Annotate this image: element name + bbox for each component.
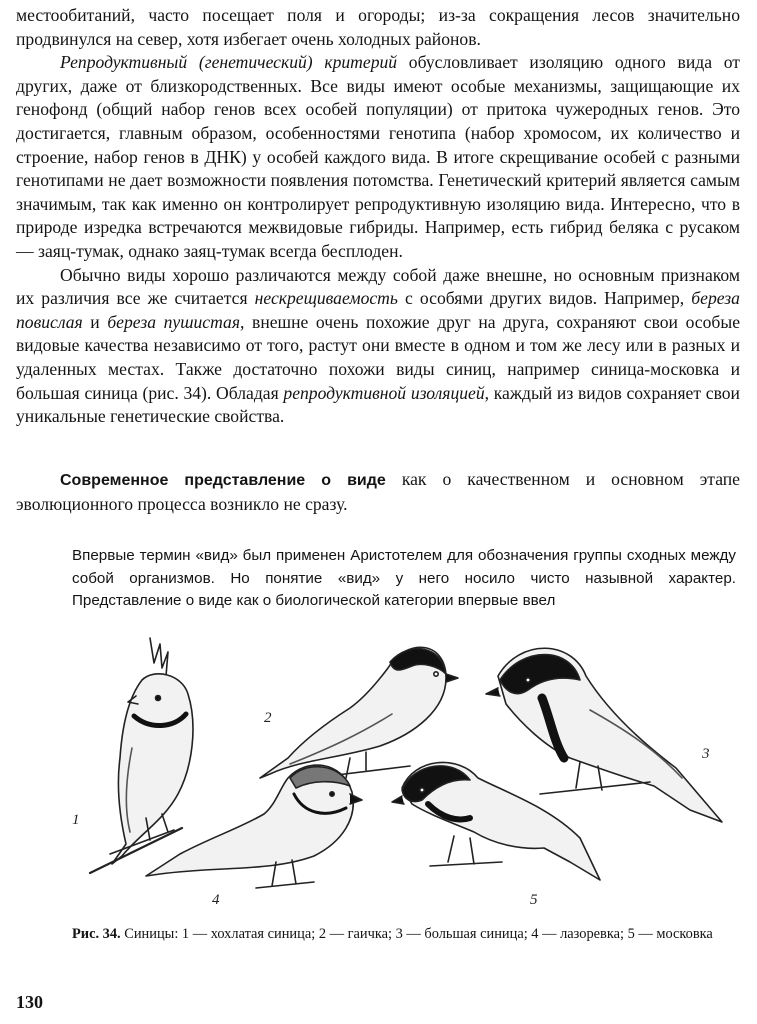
figure-label-1: 1 — [72, 812, 80, 828]
paragraph-1 — [16, 4, 740, 51]
reproductive-criterion-term: Репродуктивный (генетический) критерий — [60, 52, 398, 73]
paragraph-1-text: местообитаний, часто посещает поля и огороды; из-за сокращения лесов значительно продвинулся на север, хотя избегает очень холодных районов. — [16, 5, 740, 49]
great-tit-drawing — [486, 648, 722, 822]
paragraph-3-text-3: и — [82, 311, 108, 332]
historical-aside — [72, 545, 736, 613]
term-downy-birch: береза пушистая — [107, 311, 241, 332]
caption-label: Рис. 34. — [72, 926, 121, 942]
paragraph-4-text: как о качественном и основном этапе эволюционного процесса возникло не сразу. — [16, 469, 740, 514]
paragraph-2 — [16, 51, 740, 263]
paragraph-3-text-2: с особями других видов. Например, — [397, 288, 692, 309]
paragraph-3-text-4: , внешне очень похожие друг на друга, сохраняют свои особые видовые качества независимо от того, растут они вместе в одном и том же лесу или в разных и удаленных местах. Также достаточно похожи виды синиц, например синица-московка и большая синица (рис. 34). Обладая — [16, 311, 740, 403]
paragraph-3 — [16, 264, 740, 429]
figure-label-2: 2 — [264, 710, 272, 726]
caption-text: Синицы: 1 — хохлатая синица; 2 — гаичка; 3 — большая синица; 4 — лазоревка; 5 — московка — [120, 926, 713, 942]
figure-label-5: 5 — [530, 892, 538, 908]
term-reproductive-isolation: репродуктивной изоляцией — [283, 382, 485, 403]
paragraph-3-text-5: , каждый из видов сохраняет свои уникальные генетические свойства. — [16, 382, 740, 427]
text-block — [16, 4, 740, 429]
coal-tit-drawing — [392, 762, 600, 880]
figure-caption — [72, 925, 738, 944]
paragraph-4 — [16, 468, 740, 516]
page-number: 130 — [16, 992, 43, 1012]
term-non-crossability: нескрещиваемость — [254, 288, 398, 309]
aside-text: Впервые термин «вид» был применен Аристотелем для обозначения группы сходных между собой организмов. Но понятие «вид» у него носило чисто назывной характер. Представление о виде как о биологической категории впервые ввел — [72, 547, 736, 609]
term-silver-birch: береза повислая — [16, 288, 740, 332]
marsh-tit-drawing — [260, 647, 458, 778]
paragraph-4-body — [16, 468, 740, 516]
paragraph-2-text: обусловливает изоляцию одного вида от других, даже от близкородственных. Все виды имеют особые механизмы, защищающие их генофонд (общий набор генов всех особей популяции) от притока чужеродных генов. Это достигается, главным образом, особенностями генотипа (набор хромосом, их количество и строение, набор генов в ДНК) у особей каждого вида. В итоге скрещивание особей с разными генотипами не дает возможности появления потомства. Генетический критерий является самым значимым, так как именно он контролирует репродуктивную изоляцию вида. Интересно, что в природе изредка встречаются межвидовые гибриды. Например, есть гибрид беляка с русаком — заяц-тумак, однако заяц-тумак всегда бесплоден. — [16, 52, 740, 261]
modern-view-heading: Современное представление о виде — [60, 472, 386, 489]
paragraph-3-text-1: Обычно виды хорошо различаются между собой даже внешне, но основным признаком их различия все же считается — [16, 264, 740, 309]
figure-label-4: 4 — [212, 892, 220, 908]
figure-label-3: 3 — [702, 746, 710, 762]
tits-illustration — [50, 618, 740, 910]
crested-tit-drawing — [90, 638, 193, 873]
